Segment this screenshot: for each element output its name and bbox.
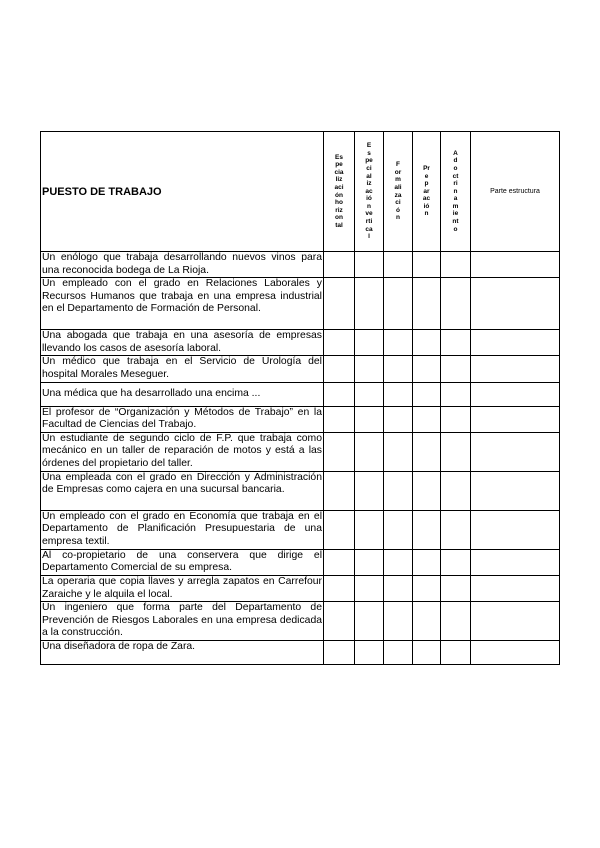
answer-cell[interactable]	[355, 471, 384, 510]
answer-cell[interactable]	[384, 252, 413, 278]
answer-cell[interactable]	[413, 406, 441, 432]
answer-cell[interactable]	[471, 471, 560, 510]
answer-cell[interactable]	[324, 641, 355, 665]
table-row	[41, 575, 560, 601]
answer-cell[interactable]	[355, 356, 384, 382]
puesto-header: PUESTO DE TRABAJO	[41, 132, 324, 252]
job-description: Una médica que ha desarrollado una encima ...	[41, 382, 324, 406]
answer-cell[interactable]	[471, 252, 560, 278]
answer-cell[interactable]	[384, 356, 413, 382]
answer-cell[interactable]	[413, 549, 441, 575]
answer-cell[interactable]	[441, 549, 471, 575]
job-description: Al co-propietario de una conservera que dirige el Departamento Comercial de su empresa.	[41, 549, 324, 575]
table-row	[41, 356, 560, 382]
answer-cell[interactable]	[471, 278, 560, 330]
answer-cell[interactable]	[413, 382, 441, 406]
table-row	[41, 641, 560, 665]
header-row	[41, 132, 560, 252]
answer-cell[interactable]	[384, 602, 413, 641]
answer-cell[interactable]	[413, 471, 441, 510]
col-header-especializacion-horizontal: Es pe cia liz aci ón ho riz on tal	[324, 132, 355, 252]
answer-cell[interactable]	[384, 330, 413, 356]
answer-cell[interactable]	[441, 575, 471, 601]
answer-cell[interactable]	[413, 641, 441, 665]
classification-table	[40, 131, 560, 665]
answer-cell[interactable]	[413, 330, 441, 356]
answer-cell[interactable]	[324, 432, 355, 471]
answer-cell[interactable]	[471, 432, 560, 471]
answer-cell[interactable]	[324, 575, 355, 601]
answer-cell[interactable]	[413, 432, 441, 471]
answer-cell[interactable]	[441, 471, 471, 510]
answer-cell[interactable]	[471, 549, 560, 575]
table-row	[41, 510, 560, 549]
answer-cell[interactable]	[384, 278, 413, 330]
answer-cell[interactable]	[324, 549, 355, 575]
answer-cell[interactable]	[441, 406, 471, 432]
table-row	[41, 432, 560, 471]
answer-cell[interactable]	[355, 432, 384, 471]
answer-cell[interactable]	[355, 575, 384, 601]
answer-cell[interactable]	[413, 575, 441, 601]
col-header-especializacion-vertical: E s pe ci al iz ac ió n ve rti ca l	[355, 132, 384, 252]
col-header-adoctrinamiento: A d o ct ri n a m ie nt o	[441, 132, 471, 252]
answer-cell[interactable]	[384, 575, 413, 601]
answer-cell[interactable]	[324, 356, 355, 382]
col-header-parte-estructura: Parte estructura	[471, 132, 560, 252]
answer-cell[interactable]	[324, 330, 355, 356]
answer-cell[interactable]	[441, 602, 471, 641]
answer-cell[interactable]	[324, 602, 355, 641]
answer-cell[interactable]	[471, 510, 560, 549]
job-description: Un estudiante de segundo ciclo de F.P. que trabaja como mecánico en un taller de reparación de motos y está a las órdenes del propietario del taller.	[41, 432, 324, 471]
answer-cell[interactable]	[384, 382, 413, 406]
answer-cell[interactable]	[413, 510, 441, 549]
table-row	[41, 602, 560, 641]
answer-cell[interactable]	[471, 602, 560, 641]
job-description: La operaria que copia llaves y arregla zapatos en Carrefour Zaraiche y le alquila el local.	[41, 575, 324, 601]
table-row	[41, 406, 560, 432]
job-description: Un ingeniero que forma parte del Departamento de Prevención de Riesgos Laborales en una empresa dedicada a la construcción.	[41, 602, 324, 641]
answer-cell[interactable]	[413, 252, 441, 278]
table-row	[41, 471, 560, 510]
job-description: Una abogada que trabaja en una asesoría de empresas llevando los casos de asesoría laboral.	[41, 330, 324, 356]
col-header-formalizacion: F or m ali za ci ó n	[384, 132, 413, 252]
answer-cell[interactable]	[413, 602, 441, 641]
table-row	[41, 252, 560, 278]
answer-cell[interactable]	[441, 641, 471, 665]
job-description: Una empleada con el grado en Dirección y Administración de Empresas como cajera en una sucursal bancaria.	[41, 471, 324, 510]
job-description: Un empleado con el grado en Relaciones Laborales y Recursos Humanos que trabaja en una empresa industrial en el Departamento de Formación de Personal.	[41, 278, 324, 330]
answer-cell[interactable]	[355, 602, 384, 641]
answer-cell[interactable]	[384, 549, 413, 575]
answer-cell[interactable]	[441, 330, 471, 356]
job-description: El profesor de “Organización y Métodos de Trabajo” en la Facultad de Ciencias del Trabajo.	[41, 406, 324, 432]
job-description: Un empleado con el grado en Economía que trabaja en el Departamento de Planificación Presupuestaria de una empresa textil.	[41, 510, 324, 549]
col-header-preparacion: Pr e p ar ac ió n	[413, 132, 441, 252]
answer-cell[interactable]	[471, 330, 560, 356]
answer-cell[interactable]	[384, 406, 413, 432]
table-row	[41, 330, 560, 356]
answer-cell[interactable]	[384, 432, 413, 471]
answer-cell[interactable]	[324, 382, 355, 406]
answer-cell[interactable]	[471, 641, 560, 665]
answer-cell[interactable]	[441, 278, 471, 330]
job-description: Un enólogo que trabaja desarrollando nuevos vinos para una reconocida bodega de La Rioja.	[41, 252, 324, 278]
table-row	[41, 549, 560, 575]
answer-cell[interactable]	[324, 510, 355, 549]
answer-cell[interactable]	[324, 278, 355, 330]
answer-cell[interactable]	[355, 278, 384, 330]
answer-cell[interactable]	[471, 382, 560, 406]
answer-cell[interactable]	[384, 510, 413, 549]
answer-cell[interactable]	[384, 471, 413, 510]
answer-cell[interactable]	[441, 510, 471, 549]
answer-cell[interactable]	[355, 382, 384, 406]
answer-cell[interactable]	[355, 510, 384, 549]
answer-cell[interactable]	[355, 330, 384, 356]
job-description: Un médico que trabaja en el Servicio de Urología del hospital Morales Meseguer.	[41, 356, 324, 382]
answer-cell[interactable]	[471, 575, 560, 601]
answer-cell[interactable]	[355, 549, 384, 575]
answer-cell[interactable]	[324, 406, 355, 432]
table-row	[41, 278, 560, 330]
job-description: Una diseñadora de ropa de Zara.	[41, 641, 324, 665]
answer-cell[interactable]	[441, 432, 471, 471]
answer-cell[interactable]	[441, 356, 471, 382]
answer-cell[interactable]	[355, 641, 384, 665]
answer-cell[interactable]	[413, 356, 441, 382]
answer-cell[interactable]	[413, 278, 441, 330]
answer-cell[interactable]	[355, 406, 384, 432]
answer-cell[interactable]	[355, 252, 384, 278]
answer-cell[interactable]	[471, 356, 560, 382]
table-row	[41, 382, 560, 406]
answer-cell[interactable]	[441, 382, 471, 406]
answer-cell[interactable]	[471, 406, 560, 432]
answer-cell[interactable]	[441, 252, 471, 278]
answer-cell[interactable]	[324, 252, 355, 278]
answer-cell[interactable]	[384, 641, 413, 665]
answer-cell[interactable]	[324, 471, 355, 510]
